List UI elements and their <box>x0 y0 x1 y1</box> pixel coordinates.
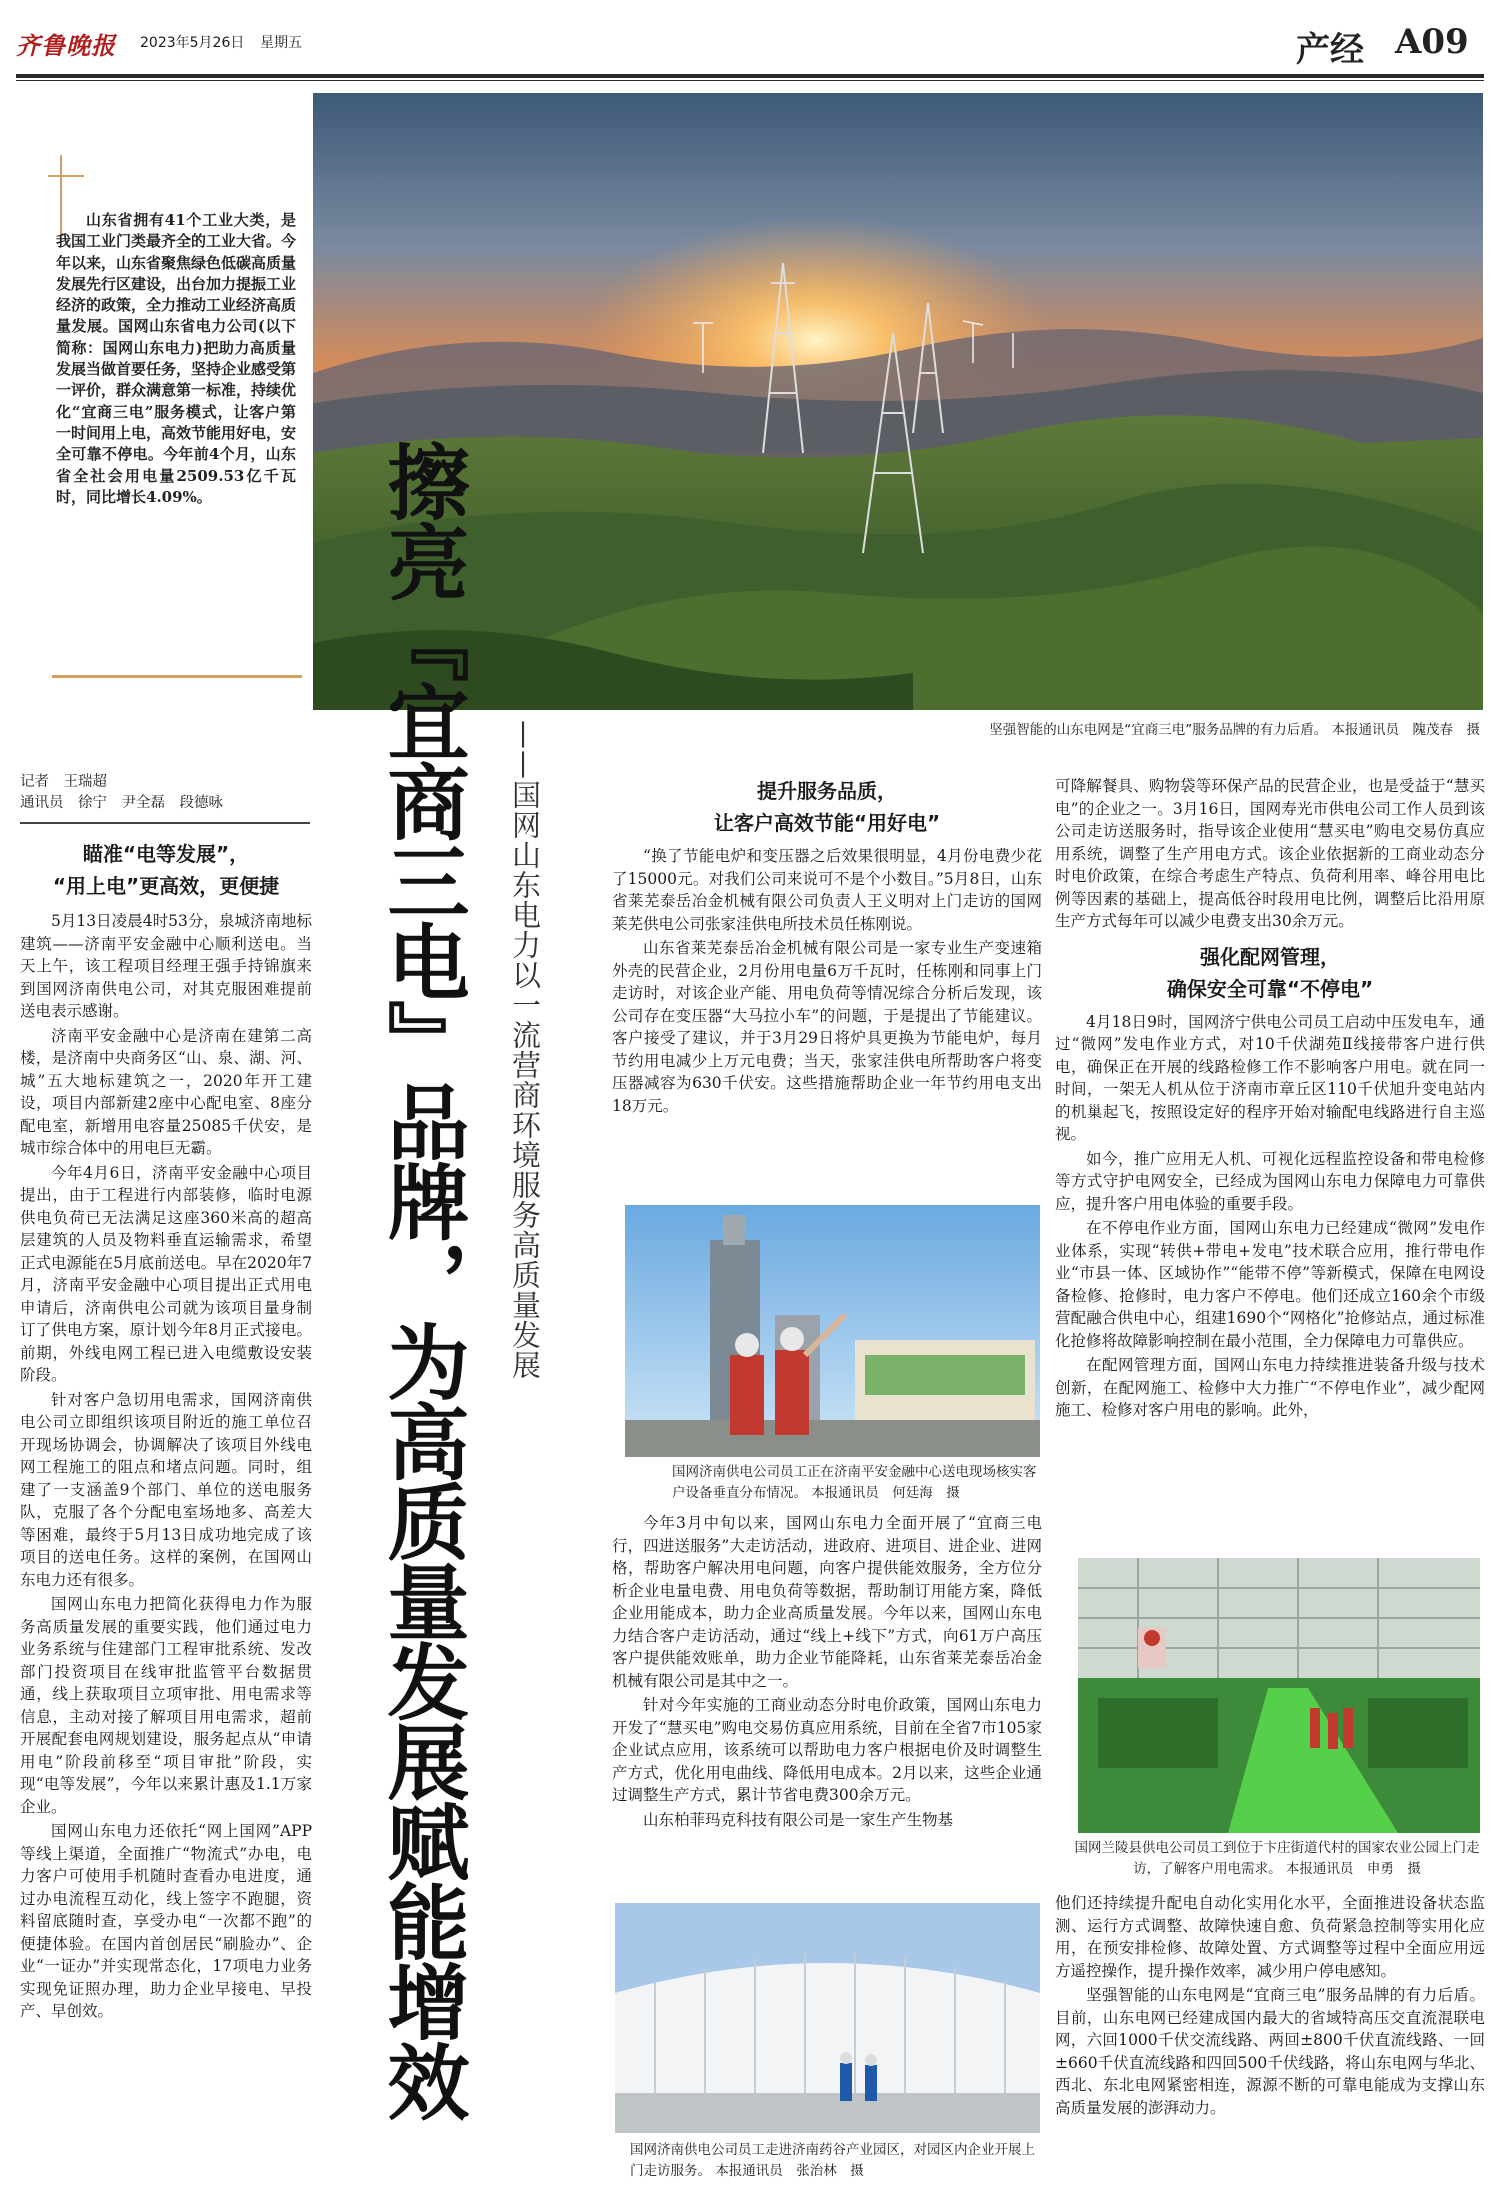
section-name: 产经 <box>1296 30 1364 70</box>
article-column-4-bottom <box>1055 1892 1485 2192</box>
photo-industrial-park <box>615 1903 1040 2133</box>
paper-logo: 齐鲁晚报 <box>16 31 116 60</box>
section-heading-3-line2: 确保安全可靠“不停电” <box>1166 976 1374 1001</box>
page-number: A09 <box>1395 22 1469 62</box>
col4-paragraph: 坚强智能的山东电网是“宜商三电”服务品牌的有力后盾。目前，山东电网已经建成国内最大的省域特高压交直流混联电网，六回1000千伏交流线路、两回±800千伏直流线路、一回±660千伏直流线路和四回500千伏线路，将山东电网与华北、西北、东北电网紧密相连，源源不断的可靠电能成为支撑山东高质量发展的澎湃动力。 <box>1055 1986 1485 2117</box>
workers-building-illustration <box>625 1205 1040 1457</box>
col1-paragraph: 济南平安金融中心是济南在建第二高楼，是济南中央商务区“山、泉、湖、河、城”五大地标建筑之一，2020年开工建设，项目内部新建2座中心配电室、8座分配电室，新增用电容量25085千伏安，是城市综合体中的用电巨无霸。 <box>20 1026 312 1157</box>
intro-bottom-rule <box>52 675 302 678</box>
byline-correspondents: 通讯员 徐宁 尹全磊 段德咏 <box>20 795 223 811</box>
sub-headline: ——国网山东电力以一流营商环境服务高质量发展 <box>508 720 542 1380</box>
masthead-rule-thin <box>16 80 1484 81</box>
col4-paragraph: 在不停电作业方面，国网山东电力已经建成“微网”发电作业体系，实现“转供+带电+发电”技术联合应用，推行带电作业“市县一体、区域协作”“能带不停”等新模式，保障在电网设备检修、抢修时，电力客户不停电。他们还成立160余个市级营配融合供电中心，组建1690个“网格化”抢修站点，通过标准化抢修将故障影响控制在最小范围，全力保障电力可靠供应。 <box>1055 1219 1485 1350</box>
industrial-park-illustration <box>615 1903 1040 2133</box>
photo-finance-center-caption: 国网济南供电公司员工正在济南平安金融中心送电现场核实客户设备垂直分布情况。 本报通讯员 何廷海 摄 <box>672 1464 1037 1501</box>
col4-paragraph: 在配网管理方面，国网山东电力持续推进装备升级与技术创新，在配网施工、检修中大力推广“不停电作业”，减少配网施工、检修对客户用电的影响。此外， <box>1055 1356 1485 1419</box>
col3-paragraph: 针对今年实施的工商业动态分时电价政策，国网山东电力开发了“慧买电”购电交易仿真应用系统，目前在全省7市105家企业试点应用，该系统可以帮助电力客户根据电价及时调整生产方式，优化用电曲线、降低用电成本。2月以来，这些企业通过调整生产方式，累计节省电费300余万元。 <box>612 1696 1042 1804</box>
photo-greenhouse-caption: 国网兰陵县供电公司员工到位于卞庄街道代村的国家农业公园上门走访，了解客户用电需求。 本报通讯员 申勇 摄 <box>1074 1840 1480 1877</box>
greenhouse-illustration <box>1078 1558 1480 1833</box>
intro-cross-horizontal <box>48 175 84 177</box>
sunset-landscape-illustration <box>313 93 1483 710</box>
main-photo-sunset-power-grid <box>313 93 1483 710</box>
byline-reporter: 记者 王瑞超 <box>20 774 107 790</box>
col1-paragraph: 国网山东电力把简化获得电力作为服务高质量发展的重要实践，他们通过电力业务系统与住建部门工程审批系统、发改部门投资项目在线审批监管平台数据贯通，线上获取项目立项审批、用电需求等信息，主动对接了解项目用电需求，超前开展配套电网规划建设，服务起点从“申请用电”阶段前移至“项目审批”阶段，实现“电等发展”，今年以来累计惠及1.1万家企业。 <box>20 1595 312 1816</box>
col4-paragraph: 4月18日9时，国网济宁供电公司员工启动中压发电车，通过“微网”发电作业方式，对10千伏湖苑Ⅱ线接带客户进行供电，确保正在开展的线路检修工作不影响客户用电。就在同一时间，一架无人机从位于济南市章丘区110千伏旭升变电站内的机巢起飞，按照设定好的程序开始对输配电线路进行自主巡视。 <box>1055 1012 1485 1143</box>
col4-paragraph: 可降解餐具、购物袋等环保产品的民营企业，也是受益于“慧买电”的企业之一。3月16日，国网寿光市供电公司工作人员到该公司走访送服务时，指导该企业使用“慧买电”购电交易仿真应用系统，调整了生产用电方式。该企业依据新的工商业动态分时电价政策，在综合考虑生产特点、负荷利用率、峰谷用电比例等因素的基础上，提高低谷时段用电比例，调整后比沿用原生产方式每年可以减少电费支出30余万元。 <box>1055 777 1485 930</box>
article-column-1 <box>20 838 312 2188</box>
photo-greenhouse-park <box>1078 1558 1480 1833</box>
col3-paragraph: 山东柏菲玛克科技有限公司是一家生产生物基 <box>643 1810 954 1829</box>
main-photo-caption: 坚强智能的山东电网是“宜商三电”服务品牌的有力后盾。 本报通讯员 隗茂春 摄 <box>989 722 1480 738</box>
intro-box <box>48 135 303 675</box>
section-heading-2-line1: 提升服务品质， <box>757 779 897 803</box>
issue-date: 2023年5月26日 <box>140 35 245 51</box>
col1-paragraph: 国网山东电力还依托“网上国网”APP等线上渠道，全面推广“物流式”办电，电力客户可使用手机随时查看办电进度，通过办电流程互动化，线上签字不跑腿，资料留底随时查，享受办电“一次都不跑”的便捷体验。在国内首创居民“刷脸办”、企业“一证办”并实现常态化，17项电力业务实现免证照办理，助力企业早接电、早投产、早创效。 <box>20 1822 312 2020</box>
col4-paragraph: 他们还持续提升配电自动化实用化水平，全面推进设备状态监测、运行方式调整、故障快速自愈、负荷紧急控制等实用化应用，在预安排检修、故障处置、方式调整等过程中全面应用远方遥控操作，提升操作效率，减少用户停电感知。 <box>1055 1894 1485 1980</box>
col1-paragraph: 今年4月6日，济南平安金融中心项目提出，由于工程进行内部装修，临时电源供电负荷已无法满足这座360米高的超高层建筑的人员及物料垂直运输需求，希望正式电源能在5月底前送电。早在2020年7月，济南平安金融中心项目提出正式用电申请后，济南供电公司就为该项目量身制订了供电方案，原计划今年8月正式接电。前期，外线电网工程已进入电缆敷设安装阶段。 <box>20 1163 312 1384</box>
masthead <box>0 0 1500 72</box>
byline-rule <box>20 822 310 824</box>
col3-paragraph: 今年3月中旬以来，国网山东电力全面开展了“宜商三电行，四进送服务”大走访活动，进政府、进项目、进企业、进网格，帮助客户解决用电问题，向客户提供能效服务，全方位分析企业电量电费、用电负荷等数据，帮助制订用能方案，降低企业用能成本，助力企业高质量发展。今年以来，国网山东电力结合客户走访活动，通过“线上+线下”方式，向61万户高压客户提供能效账单，助力企业节能降耗，山东省莱芜泰岳冶金机械有限公司是其中之一。 <box>612 1514 1042 1690</box>
article-column-4 <box>1055 775 1485 1540</box>
byline <box>20 772 310 814</box>
intro-text: 山东省拥有41个工业大类，是我国工业门类最齐全的工业大省。今年以来，山东省聚焦绿色低碳高质量发展先行区建设，出台加力提振工业经济的政策，全力推动工业经济高质量发展。国网山东省电力公司(以下简称：国网山东电力)把助力高质量发展当做首要任务，坚持企业感受第一评价，群众满意第一标准，持续优化“宜商三电”服务模式，让客户第一时间用上电，高效节能用好电，安全可靠不停电。今年前4个月，山东省全社会用电量2509.53亿千瓦时，同比增长4.09%。 <box>56 211 297 506</box>
section-heading-1-line2: “用上电”更高效，更便捷 <box>52 874 280 898</box>
col4-paragraph: 如今，推广应用无人机、可视化远程监控设备和带电检修等方式守护电网安全，已经成为国网山东电力保障电力可靠供应，提升客户用电体验的重要手段。 <box>1055 1149 1485 1213</box>
section-heading-1-line1: 瞄准“电等发展”， <box>82 842 250 866</box>
section-heading-3-line1: 强化配网管理， <box>1200 944 1340 969</box>
main-headline: 擦亮『宜商三电』品牌，为高质量发展赋能增效 <box>374 440 470 2120</box>
photo-workers-finance-center <box>625 1205 1040 1457</box>
masthead-rule <box>16 74 1484 78</box>
col1-paragraph: 5月13日凌晨4时53分，泉城济南地标建筑——济南平安金融中心顺利送电。当天上午，该工程项目经理王强手持锦旗来到国网济南供电公司，对其克服困难提前送电表示感谢。 <box>20 912 312 1020</box>
photo-industrial-park-caption: 国网济南供电公司员工走进济南药谷产业园区，对园区内企业开展上门走访服务。 本报通讯员 张治林 摄 <box>630 2142 1035 2179</box>
section-heading-2-line2: 让客户高效节能“用好电” <box>713 811 941 835</box>
col3-paragraph: “换了节能电炉和变压器之后效果很明显，4月份电费少花了15000元。对我们公司来说可不是个小数目。”5月8日，山东省莱芜泰岳冶金机械有限公司负责人王义明对上门走访的国网莱芜供电公司张家洼供电所技术员任栋刚说。 <box>612 847 1042 933</box>
issue-weekday: 星期五 <box>260 35 302 51</box>
col3-paragraph: 山东省莱芜泰岳冶金机械有限公司是一家专业生产变速箱外壳的民营企业，2月份用电量6万千瓦时，任栋刚和同事上门走访时，对该企业产能、用电负荷等情况综合分析后发现，该公司存在变压器“大马拉小车”的问题，于是提出了节能建议。客户接受了建议，并于3月29日将炉具更换为节能电炉，每月节约用电减少上万元电费；当天，张家洼供电所帮助客户将变压器减容为630千伏安。这些措施帮助企业一年节约用电支出18万元。 <box>612 939 1042 1115</box>
article-column-3 <box>612 775 1042 1195</box>
col1-paragraph: 针对客户急切用电需求，国网济南供电公司立即组织该项目附近的施工单位召开现场协调会，协调解决了该项目外线电网工程施工的阻点和堵点问题。同时，组建了一支涵盖9个部门、单位的送电服务队，克服了各个分配电室场地多、高差大等困难，最终于5月13日成功地完成了该项目的送电任务。这样的案例，在国网山东电力还有很多。 <box>20 1390 312 1589</box>
